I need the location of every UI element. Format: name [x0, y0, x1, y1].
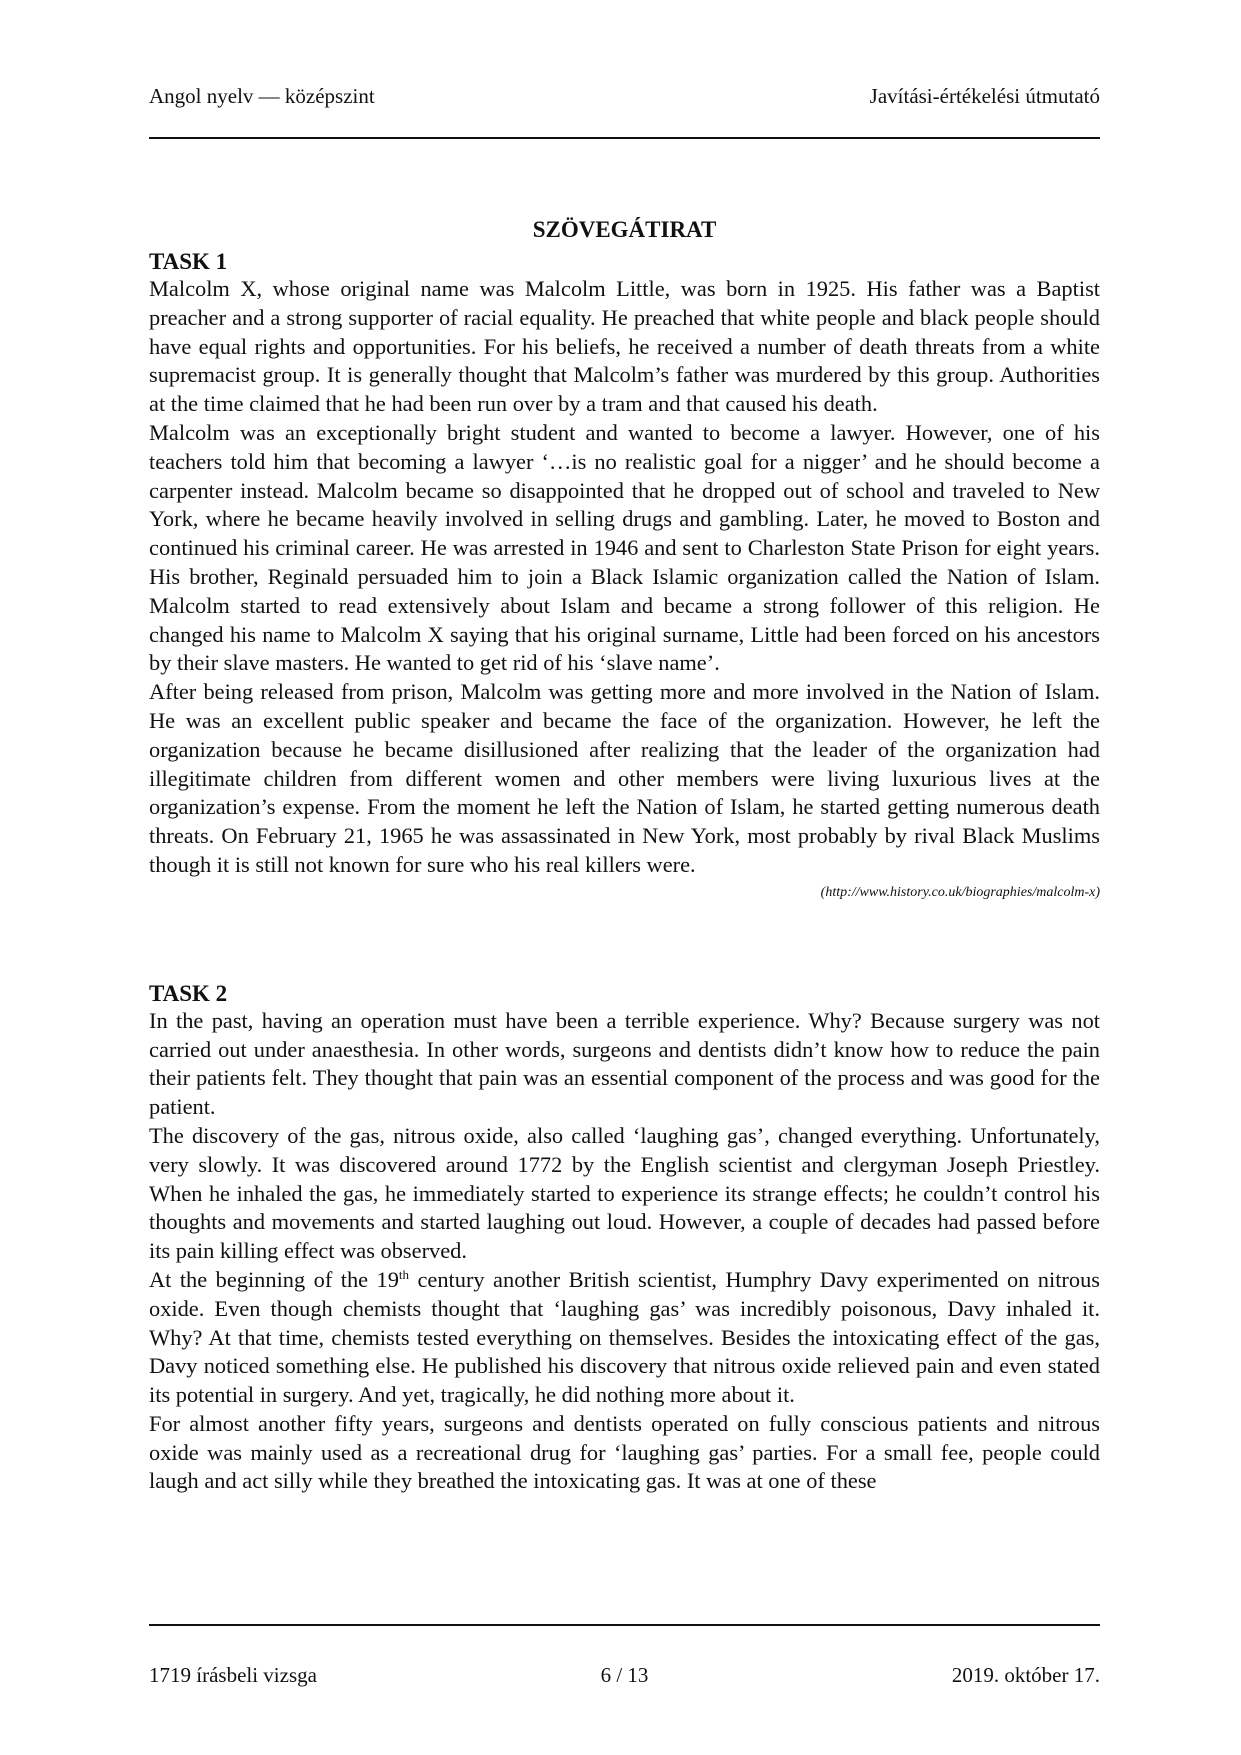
footer-exam-id: 1719 írásbeli vizsga: [149, 1663, 317, 1687]
task-1-section: [149, 248, 1100, 904]
page-number: 6 / 13: [600, 1663, 649, 1687]
document-body: [149, 215, 1100, 1496]
footer-divider: [149, 1624, 1100, 1626]
section-spacer: [149, 904, 1100, 980]
paragraph-text: At the beginning of the 19: [149, 1266, 399, 1292]
header-subject: Angol nyelv — középszint: [149, 84, 375, 108]
header-guide-title: Javítási-értékelési útmutató: [869, 84, 1100, 108]
document-page: [149, 0, 1100, 1755]
paragraph-text: century another British scientist, Humphry Davy experimented on nitrous oxide. Even though chemists thought that ‘laughing gas’ was incredibly poisonous, Davy inhaled it. Why? At that time, chemists tested everything on themselves. Besides the intoxicating effect of the gas, Davy noticed something else. He published his discovery that nitrous oxide relieved pain and even stated its potential in surgery. And yet, tragically, he did nothing more about it.: [149, 1266, 1100, 1408]
footer-date: 2019. október 17.: [951, 1663, 1100, 1687]
task-2-paragraph: For almost another fifty years, surgeons and dentists operated on fully conscious patients and nitrous oxide was mainly used as a recreational drug for ‘laughing gas’ parties. For a small fee, people could laugh and act silly while they breathed the intoxicating gas. It was at one of these: [149, 1410, 1100, 1494]
document-title: SZÖVEGÁTIRAT: [532, 217, 717, 242]
task-1-source: (http://www.history.co.uk/biographies/malcolm-x): [820, 884, 1100, 900]
task-1-heading: TASK 1: [149, 249, 228, 274]
task-2-section: [149, 980, 1100, 1497]
task-2-heading: TASK 2: [149, 980, 228, 1006]
page-header: [149, 84, 1100, 109]
task-2-paragraph: [149, 1266, 1100, 1410]
task-2-paragraph: In the past, having an operation must have been a terrible experience. Why? Because surgery was not carried out under anaesthesia. In other words, surgeons and dentists didn’t know how to reduce the pain their patients felt. They thought that pain was an essential component of the process and was good for the patient.: [149, 1007, 1100, 1120]
header-divider: [149, 137, 1100, 139]
task-1-paragraph: Malcolm was an exceptionally bright student and wanted to become a lawyer. However, one of his teachers told him that becoming a lawyer ‘…is no realistic goal for a nigger’ and he should become a carpenter instead. Malcolm became so disappointed that he dropped out of school and traveled to New York, where he became heavily involved in selling drugs and gambling. Later, he moved to Boston and continued his criminal career. He was arrested in 1946 and sent to Charleston State Prison for eight years. His brother, Reginald persuaded him to join a Black Islamic organization called the Nation of Islam. Malcolm started to read extensively about Islam and became a strong follower of this religion. He changed his name to Malcolm X saying that his original surname, Little had been forced on his ancestors by their slave masters. He wanted to get rid of his ‘slave name’.: [149, 419, 1100, 676]
task-1-paragraph: After being released from prison, Malcolm was getting more and more involved in the Nation of Islam. He was an excellent public speaker and became the face of the organization. However, he left the organization because he became disillusioned after realizing that the leader of the organization had illegitimate children from different women and other members were living luxurious lives at the organization’s expense. From the moment he left the Nation of Islam, he started getting numerous death threats. On February 21, 1965 he was assassinated in New York, most probably by rival Black Muslims though it is still not known for sure who his real killers were.: [149, 679, 1100, 877]
ordinal-suffix: th: [398, 1266, 410, 1282]
task-2-paragraph: The discovery of the gas, nitrous oxide, also called ‘laughing gas’, changed everything. Unfortunately, very slowly. It was discovered around 1772 by the English scientist and clergyman Joseph Priestley. When he inhaled the gas, he immediately started to experience its strange effects; he couldn’t control his thoughts and movements and started laughing out loud. However, a couple of decades had passed before its pain killing effect was observed.: [149, 1122, 1100, 1264]
task-1-paragraph: Malcolm X, whose original name was Malcolm Little, was born in 1925. His father was a Baptist preacher and a strong supporter of racial equality. He preached that white people and black people should have equal rights and opportunities. For his beliefs, he received a number of death threats from a white supremacist group. It is generally thought that Malcolm’s father was murdered by this group. Authorities at the time claimed that he had been run over by a tram and that caused his death.: [149, 276, 1100, 417]
